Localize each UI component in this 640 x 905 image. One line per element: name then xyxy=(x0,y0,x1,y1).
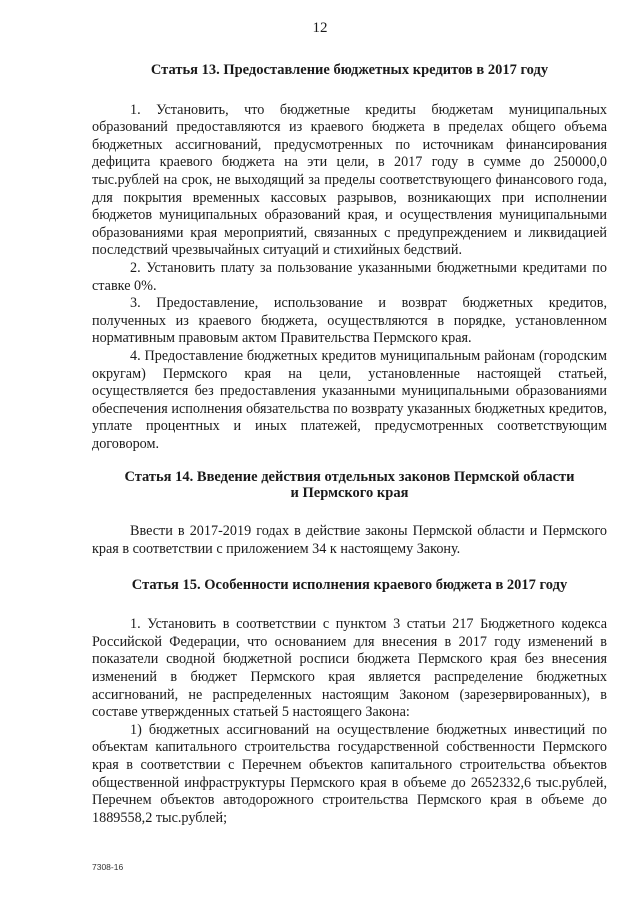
article-14-paragraph: Ввести в 2017-2019 годах в действие законы Пермской области и Пермского края в соответствии с приложением 34 к настоящему Закону. xyxy=(92,523,607,558)
article-13-paragraph-1: 1. Установить, что бюджетные кредиты бюджетам муниципальных образований предоставляются из краевого бюджета в пределах общего объема бюджетных ассигнований, предусмотренных по источникам финансирования дефицита краевого бюджета на эти цели, в 2017 году в сумме до 250000,0 тыс.рублей на срок, не выходящий за пределы соответствующего финансового года, для покрытия временных кассовых разрывов, возникающих при исполнении бюджетов муниципальных образований края, и осуществления муниципальными образованиями края мероприятий, связанных с предупреждением и ликвидацией последствий чрезвычайных ситуаций и стихийных бедствий. xyxy=(92,101,607,259)
article-14-heading xyxy=(92,469,607,501)
article-13-heading: Статья 13. Предоставление бюджетных кредитов в 2017 году xyxy=(150,62,549,78)
article-15-heading: Статья 15. Особенности исполнения краевого бюджета в 2017 году xyxy=(131,576,568,593)
page-number: 12 xyxy=(312,20,328,36)
document-body xyxy=(92,62,607,827)
article-13-paragraph-3: 3. Предоставление, использование и возврат бюджетных кредитов, полученных из краевого бюджета, осуществляются в порядке, установленном нормативным правовым актом Правительства Пермского края. xyxy=(92,295,607,347)
article-13-paragraph-4: 4. Предоставление бюджетных кредитов муниципальным районам (городским округам) Пермского края на цели, установленные настоящей статьей, осуществляется без предоставления указанными муниципальными образованиями обеспечения исполнения обязательства по возврату указанных бюджетных кредитов, уплате процентных и иных платежей, предусмотренных соответствующим договором. xyxy=(92,347,607,452)
article-15-paragraph-2: 1) бюджетных ассигнований на осуществление бюджетных инвестиций по объектам капитального строительства государственной собственности Пермского края в соответствии с Перечнем объектов капитального строительства объектов общественной инфраструктуры Пермского края в объеме до 2652332,6 тыс.рублей, Перечнем объектов автодорожного строительства Пермского края в объеме до 1889558,2 тыс.рублей; xyxy=(92,721,607,826)
document-code: 7308-16 xyxy=(92,862,124,872)
article-13-paragraph-2: 2. Установить плату за пользование указанными бюджетными кредитами по ставке 0%. xyxy=(92,259,607,294)
article-14-heading-line-2: и Пермского края xyxy=(290,485,409,502)
article-15-paragraph-1: 1. Установить в соответствии с пунктом 3 статьи 217 Бюджетного кодекса Российской Федерации, что основанием для внесения в 2017 году изменений в показатели сводной бюджетной росписи бюджета Пермского края без внесения изменений в бюджет Пермского края является распределение бюджетных ассигнований, не распределенных настоящим Законом (зарезервированных), в составе утвержденных статьей 5 настоящего Закона: xyxy=(92,616,607,721)
article-14-heading-line-1: Статья 14. Введение действия отдельных законов Пермской области xyxy=(124,469,575,486)
